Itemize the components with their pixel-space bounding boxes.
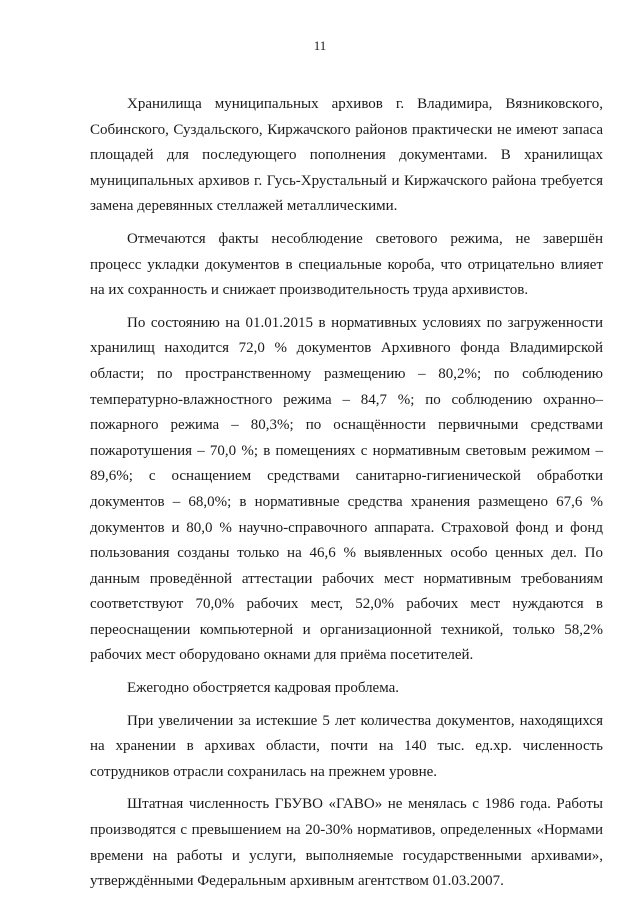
paragraph-normative-conditions: По состоянию на 01.01.2015 в нормативных условиях по загруженности хранилищ находится 72,0 % документов Архивного фонда Владимирской области; по пространственному размещению – 80,2%; по соблюдению температурно-влажностного режима – 84,7 %; по соблюдению охранно–пожарного режима – 80,3%; по оснащённости первичными средствами пожаротушения – 70,0 %; в помещениях с нормативным световым режимом – 89,6%; с оснащением средствами санитарно-гигиенической обработки документов – 68,0%; в нормативные средства хранения размещено 67,6 % документов и 80,0 % научно-справочного аппарата. Страховой фонд и фонд пользования созданы только на 46,6 % выявленных особо ценных дел. По данным проведённой аттестации рабочих мест нормативным требованиям соответствуют 70,0% рабочих мест, 52,0% рабочих мест нуждаются в переоснащении компьютерной и организационной техникой, только 58,2% рабочих мест оборудовано окнами для приёма посетителей. [90,314,603,664]
page-number: 11 [313,38,327,53]
paragraph-document-growth: При увеличении за истекшие 5 лет количества документов, находящихся на хранении в архивах области, почти на 140 тыс. ед.хр. численность сотрудников отрасли сохранилась на прежнем уровне. [90,712,603,780]
body-text [90,92,603,902]
paragraph-staffing-problem: Ежегодно обостряется кадровая проблема. [127,680,400,697]
paragraph-storage-capacity: Хранилища муниципальных архивов г. Владимира, Вязниковского, Собинского, Суздальского, Киржачского районов практически не имеют запаса площадей для последующего пополнения документами. В хранилищах муниципальных архивов г. Гусь-Хрустальный и Киржачского района требуется замена деревянных стеллажей металлическими. [90,96,603,215]
paragraph-staff-numbers: Штатная численность ГБУВО «ГАВО» не менялась с 1986 года. Работы производятся с превышением на 20-30% нормативов, определенных «Нормами времени на работы и услуги, выполняемые государственными архивами», утверждёнными Федеральным архивным агентством 01.03.2007. [90,796,603,890]
paragraph-light-regime: Отмечаются факты несоблюдение светового режима, не завершён процесс укладки документов в специальные короба, что отрицательно влияет на их сохранность и снижает производительность труда архивистов. [90,230,603,299]
